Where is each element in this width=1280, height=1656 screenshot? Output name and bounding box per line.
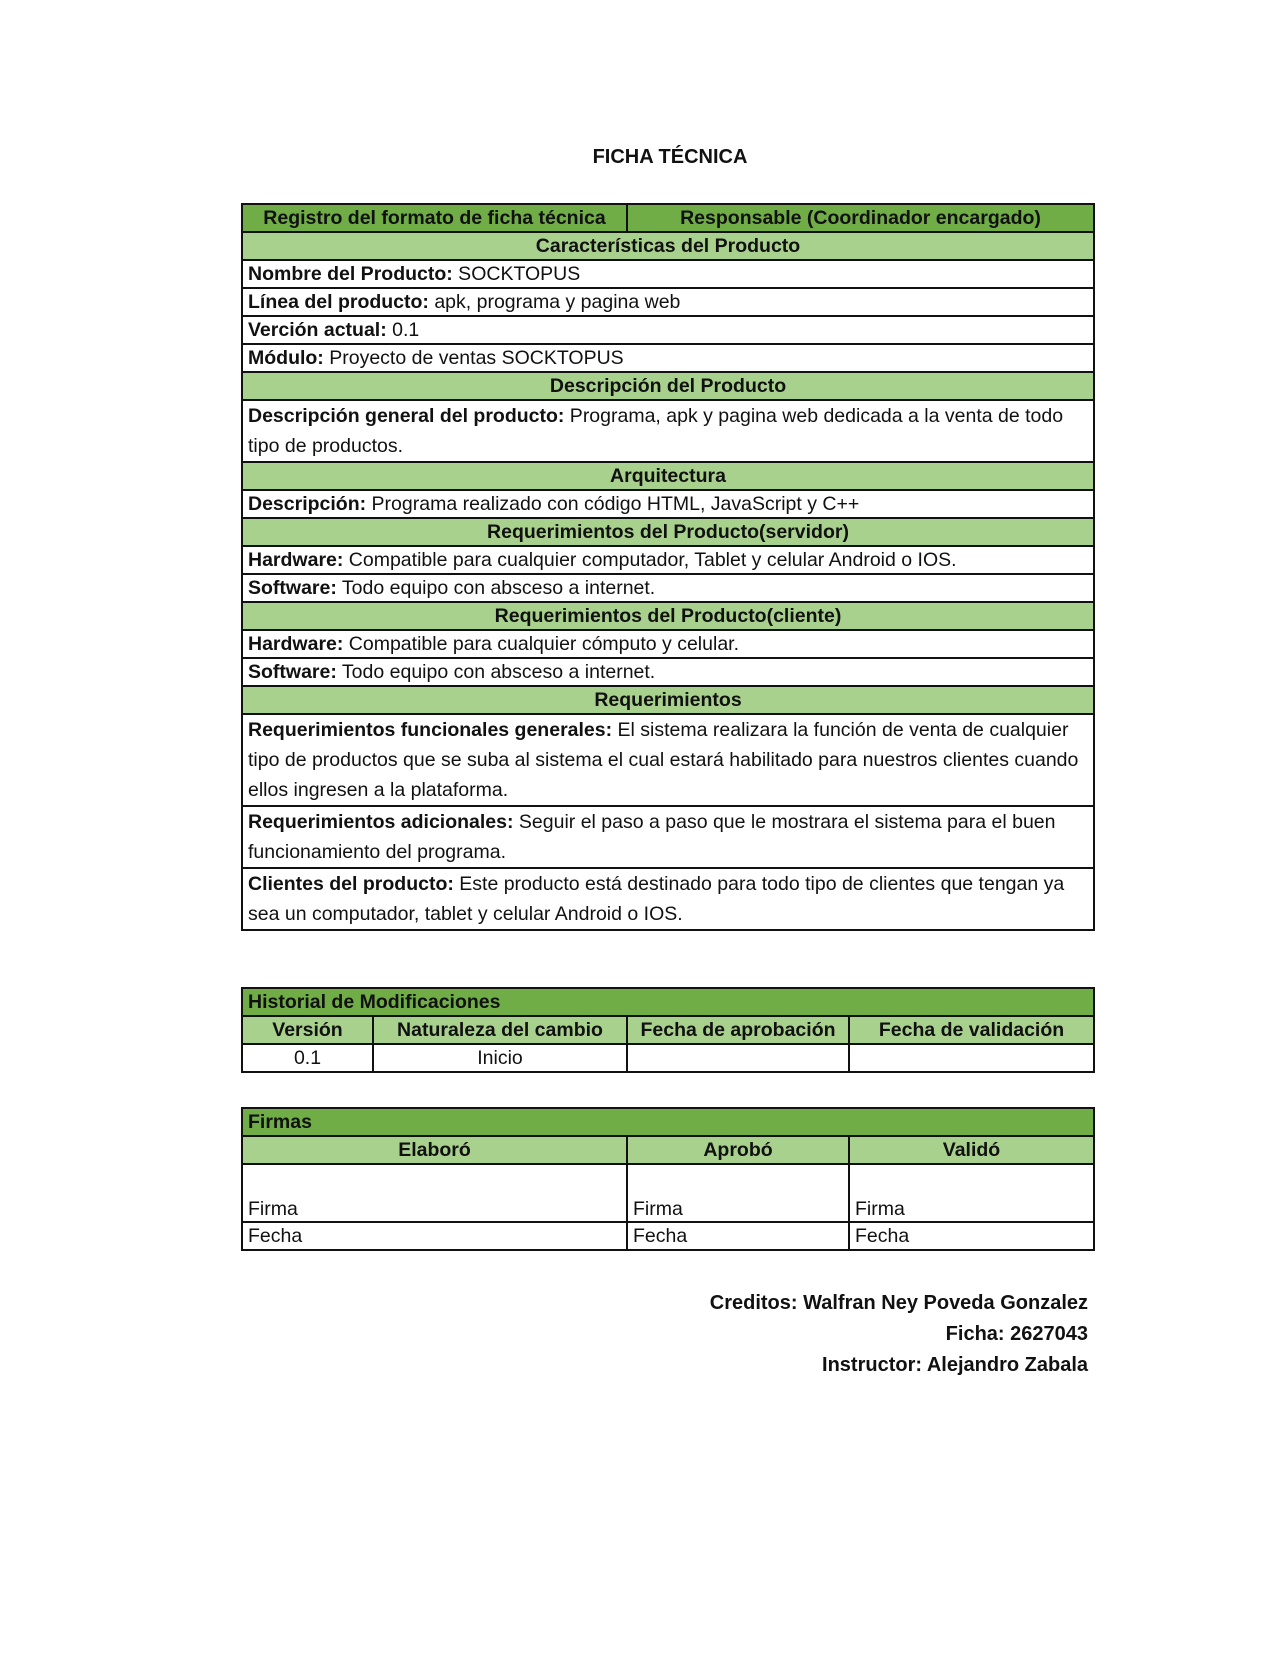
signatures-col-valido: Validó [849, 1136, 1094, 1164]
field-client-hardware [242, 630, 1094, 658]
field-label: Clientes del producto: [248, 873, 454, 895]
credits-block [640, 1288, 1088, 1381]
field-value: Programa realizado con código HTML, JavaScript y C++ [366, 493, 860, 515]
section-characteristics: Características del Producto [242, 232, 1094, 260]
signature-field-aprobo: Firma [627, 1164, 849, 1222]
header-responsable: Responsable (Coordinador encargado) [627, 204, 1094, 232]
signature-field-valido: Firma [849, 1164, 1094, 1222]
field-value: Proyecto de ventas SOCKTOPUS [323, 347, 624, 369]
signatures-header-row [242, 1136, 1094, 1164]
history-cell-approval-date [627, 1044, 849, 1072]
field-server-hardware [242, 546, 1094, 574]
header-row [242, 204, 1094, 232]
signatures-fecha-row [242, 1222, 1094, 1250]
field-architecture-description [242, 490, 1094, 518]
field-label: Software: [248, 661, 337, 683]
section-description: Descripción del Producto [242, 372, 1094, 400]
history-cell-validation-date [849, 1044, 1094, 1072]
field-value: apk, programa y pagina web [428, 291, 681, 313]
credits-author: Creditos: Walfran Ney Poveda Gonzalez [709, 1292, 1088, 1314]
field-value: Programa, apk y pagina web dedicada a la venta de todo tipo de productos. [248, 405, 1064, 457]
signatures-col-aprobo: Aprobó [627, 1136, 849, 1164]
date-field-valido: Fecha [849, 1222, 1094, 1250]
history-col-validation-date: Fecha de validación [849, 1016, 1094, 1044]
field-product-name [242, 260, 1094, 288]
credits-instructor: Instructor: Alejandro Zabala [822, 1354, 1088, 1376]
section-client-requirements: Requerimientos del Producto(cliente) [242, 602, 1094, 630]
field-label: Nombre del Producto: [248, 263, 453, 285]
field-client-software [242, 658, 1094, 686]
field-product-clients [242, 868, 1094, 930]
history-col-change: Naturaleza del cambio [373, 1016, 627, 1044]
field-value: Compatible para cualquier cómputo y celular. [343, 633, 740, 655]
field-label: Línea del producto: [248, 291, 429, 313]
field-label: Módulo: [248, 347, 324, 369]
field-value: Todo equipo con absceso a internet. [336, 661, 656, 683]
field-label: Descripción general del producto: [248, 405, 565, 427]
field-label: Hardware: [248, 549, 344, 571]
field-value: SOCKTOPUS [452, 263, 581, 285]
table-row [242, 1044, 1094, 1072]
field-current-version [242, 316, 1094, 344]
field-label: Descripción: [248, 493, 367, 515]
signatures-firma-row [242, 1164, 1094, 1222]
history-table [241, 987, 1095, 1073]
page-title: FICHA TÉCNICA [592, 146, 748, 168]
field-label: Software: [248, 577, 337, 599]
field-label: Requerimientos funcionales generales: [248, 719, 613, 741]
field-value: 0.1 [386, 319, 420, 341]
field-functional-requirements [242, 714, 1094, 806]
history-cell-version: 0.1 [242, 1044, 373, 1072]
signatures-table [241, 1107, 1095, 1251]
field-label: Hardware: [248, 633, 344, 655]
history-title: Historial de Modificaciones [242, 988, 1094, 1016]
field-product-line [242, 288, 1094, 316]
section-requirements: Requerimientos [242, 686, 1094, 714]
field-server-software [242, 574, 1094, 602]
signatures-col-elaboro: Elaboró [242, 1136, 627, 1164]
field-value: Seguir el paso a paso que le mostrara el sistema para el buen funcionamiento del programa. [248, 811, 1056, 863]
header-registro: Registro del formato de ficha técnica [242, 204, 627, 232]
history-cell-change: Inicio [373, 1044, 627, 1072]
signatures-title: Firmas [242, 1108, 1094, 1136]
section-server-requirements: Requerimientos del Producto(servidor) [242, 518, 1094, 546]
field-general-description [242, 400, 1094, 462]
field-value: Compatible para cualquier computador, Tablet y celular Android o IOS. [343, 549, 957, 571]
section-architecture: Arquitectura [242, 462, 1094, 490]
field-value: Este producto está destinado para todo tipo de clientes que tengan ya sea un computador, tablet y celular Android o IOS. [248, 873, 1065, 925]
product-sheet-table [241, 203, 1095, 931]
history-col-version: Versión [242, 1016, 373, 1044]
signature-field-elaboro: Firma [242, 1164, 627, 1222]
date-field-elaboro: Fecha [242, 1222, 627, 1250]
field-value: El sistema realizara la función de venta de cualquier tipo de productos que se suba al sistema el cual estará habilitado para nuestros clientes cuando ellos ingresen a la plataforma. [248, 719, 1079, 801]
field-additional-requirements [242, 806, 1094, 868]
field-module [242, 344, 1094, 372]
history-header-row [242, 1016, 1094, 1044]
history-col-approval-date: Fecha de aprobación [627, 1016, 849, 1044]
field-label: Verción actual: [248, 319, 387, 341]
field-value: Todo equipo con absceso a internet. [336, 577, 656, 599]
field-label: Requerimientos adicionales: [248, 811, 514, 833]
date-field-aprobo: Fecha [627, 1222, 849, 1250]
credits-ficha: Ficha: 2627043 [945, 1323, 1088, 1345]
